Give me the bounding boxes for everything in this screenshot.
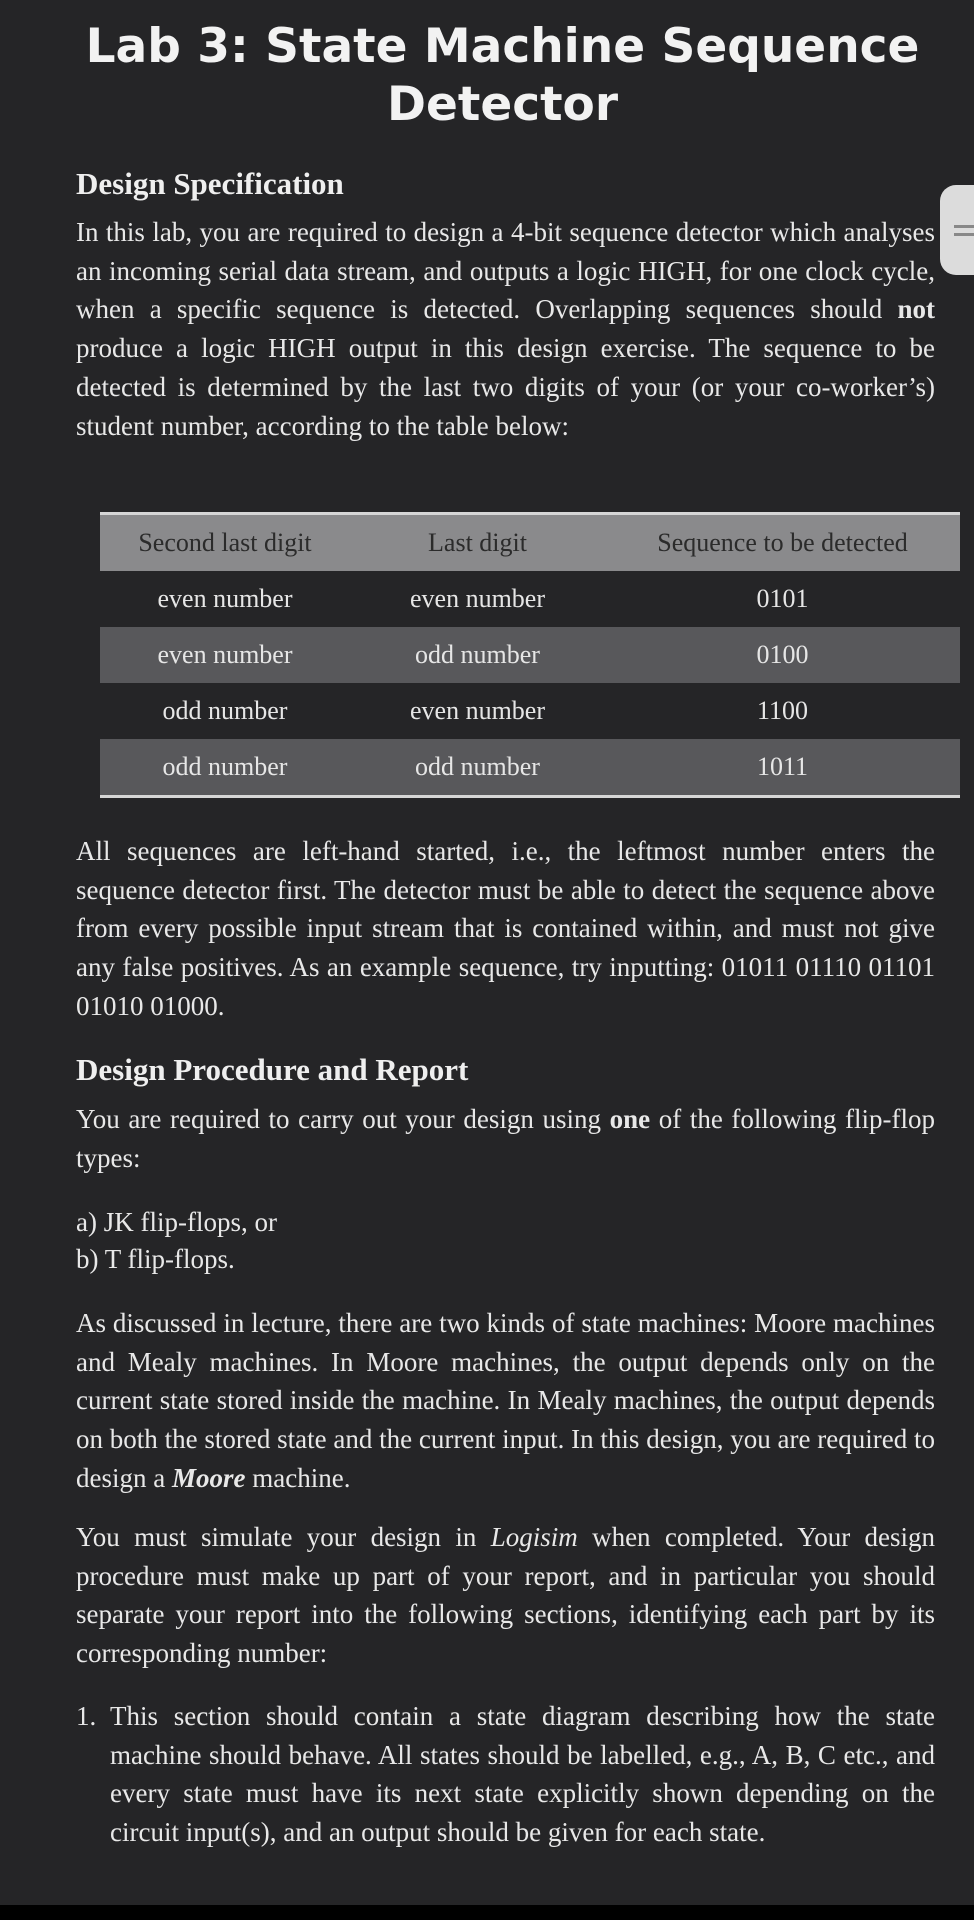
table-cell: 0101 [756,584,809,613]
scrollbar-handle[interactable] [940,185,974,275]
table-cell: 1100 [756,696,809,725]
table-cell: 0100 [605,627,960,683]
sequence-table [100,512,960,798]
table-row [100,627,960,683]
table-cell: odd number [100,739,350,797]
list-item-text: This section should contain a state diagram describing how the state machine should behave. All states should be labelled, e.g., A, B, C etc., and every state must have its next state explicitly shown depending on the circuit input(s), and an output should be given for each state. [110,1701,935,1848]
page-title: Lab 3: State Machine Sequence Detector [85,19,920,132]
table-cell: even number [157,584,293,613]
design-spec-paragraph: In this lab, you are required to design a 4-bit sequence detector which analyses an incoming serial data stream, and outputs a logic HIGH, for one clock cycle, when a specific sequence is detected. Overlapping sequences should not produce a logic HIGH output in this design exercise. The sequence to be detected is determined by the last two digits of your (or your co-worker’s) student number, according to the table below: [76,217,935,441]
table-row [100,739,960,797]
moore-mealy-paragraph: As discussed in lecture, there are two kinds of state machines: Moore machines and Mealy machines. In Moore machines, the output depends only on the current state stored inside the machine. In Mealy machines, the output depends on both the stored state and the current input. In this design, you are required to design a Moore machine. [76,1308,935,1493]
table-cell: odd number [350,739,605,797]
table-cell: even number [409,584,545,613]
table-header: Second last digit [100,514,350,572]
section-heading-design-procedure: Design Procedure and Report [76,1052,469,1087]
table-cell: 1011 [605,739,960,797]
table-cell: odd number [350,627,605,683]
option-jk-flip-flops: a) JK flip-flops, or [76,1207,277,1237]
logisim-paragraph: You must simulate your design in Logisim when completed. Your design procedure must make up part of your report, and in particular you should separate your report into the following sections, identifying each part by its corresponding number: [76,1522,936,1669]
flip-flop-intro-paragraph: You are required to carry out your design using one of the following flip-flop types: [76,1104,936,1173]
list-item [76,1697,935,1852]
table-header-row [100,514,960,572]
table-cell: even number [409,696,545,725]
bottom-bar [0,1905,974,1920]
left-hand-started-paragraph: All sequences are left-hand started, i.e., the leftmost number enters the sequence detector first. The detector must be able to detect the sequence above from every possible input stream that is contained within, and must not give any false positives. As an example sequence, try inputting: 01011 01110 01101 01010 01000. [76,836,935,1021]
table-cell: even number [100,627,350,683]
option-t-flip-flops: b) T flip-flops. [76,1244,235,1274]
table-cell: odd number [162,696,288,725]
section-heading-design-specification: Design Specification [76,166,344,201]
table-row [100,571,960,627]
table-row [100,683,960,739]
table-header: Last digit [350,514,605,572]
table-header: Sequence to be detected [605,514,960,572]
list-item-number: 1. [76,1701,97,1731]
